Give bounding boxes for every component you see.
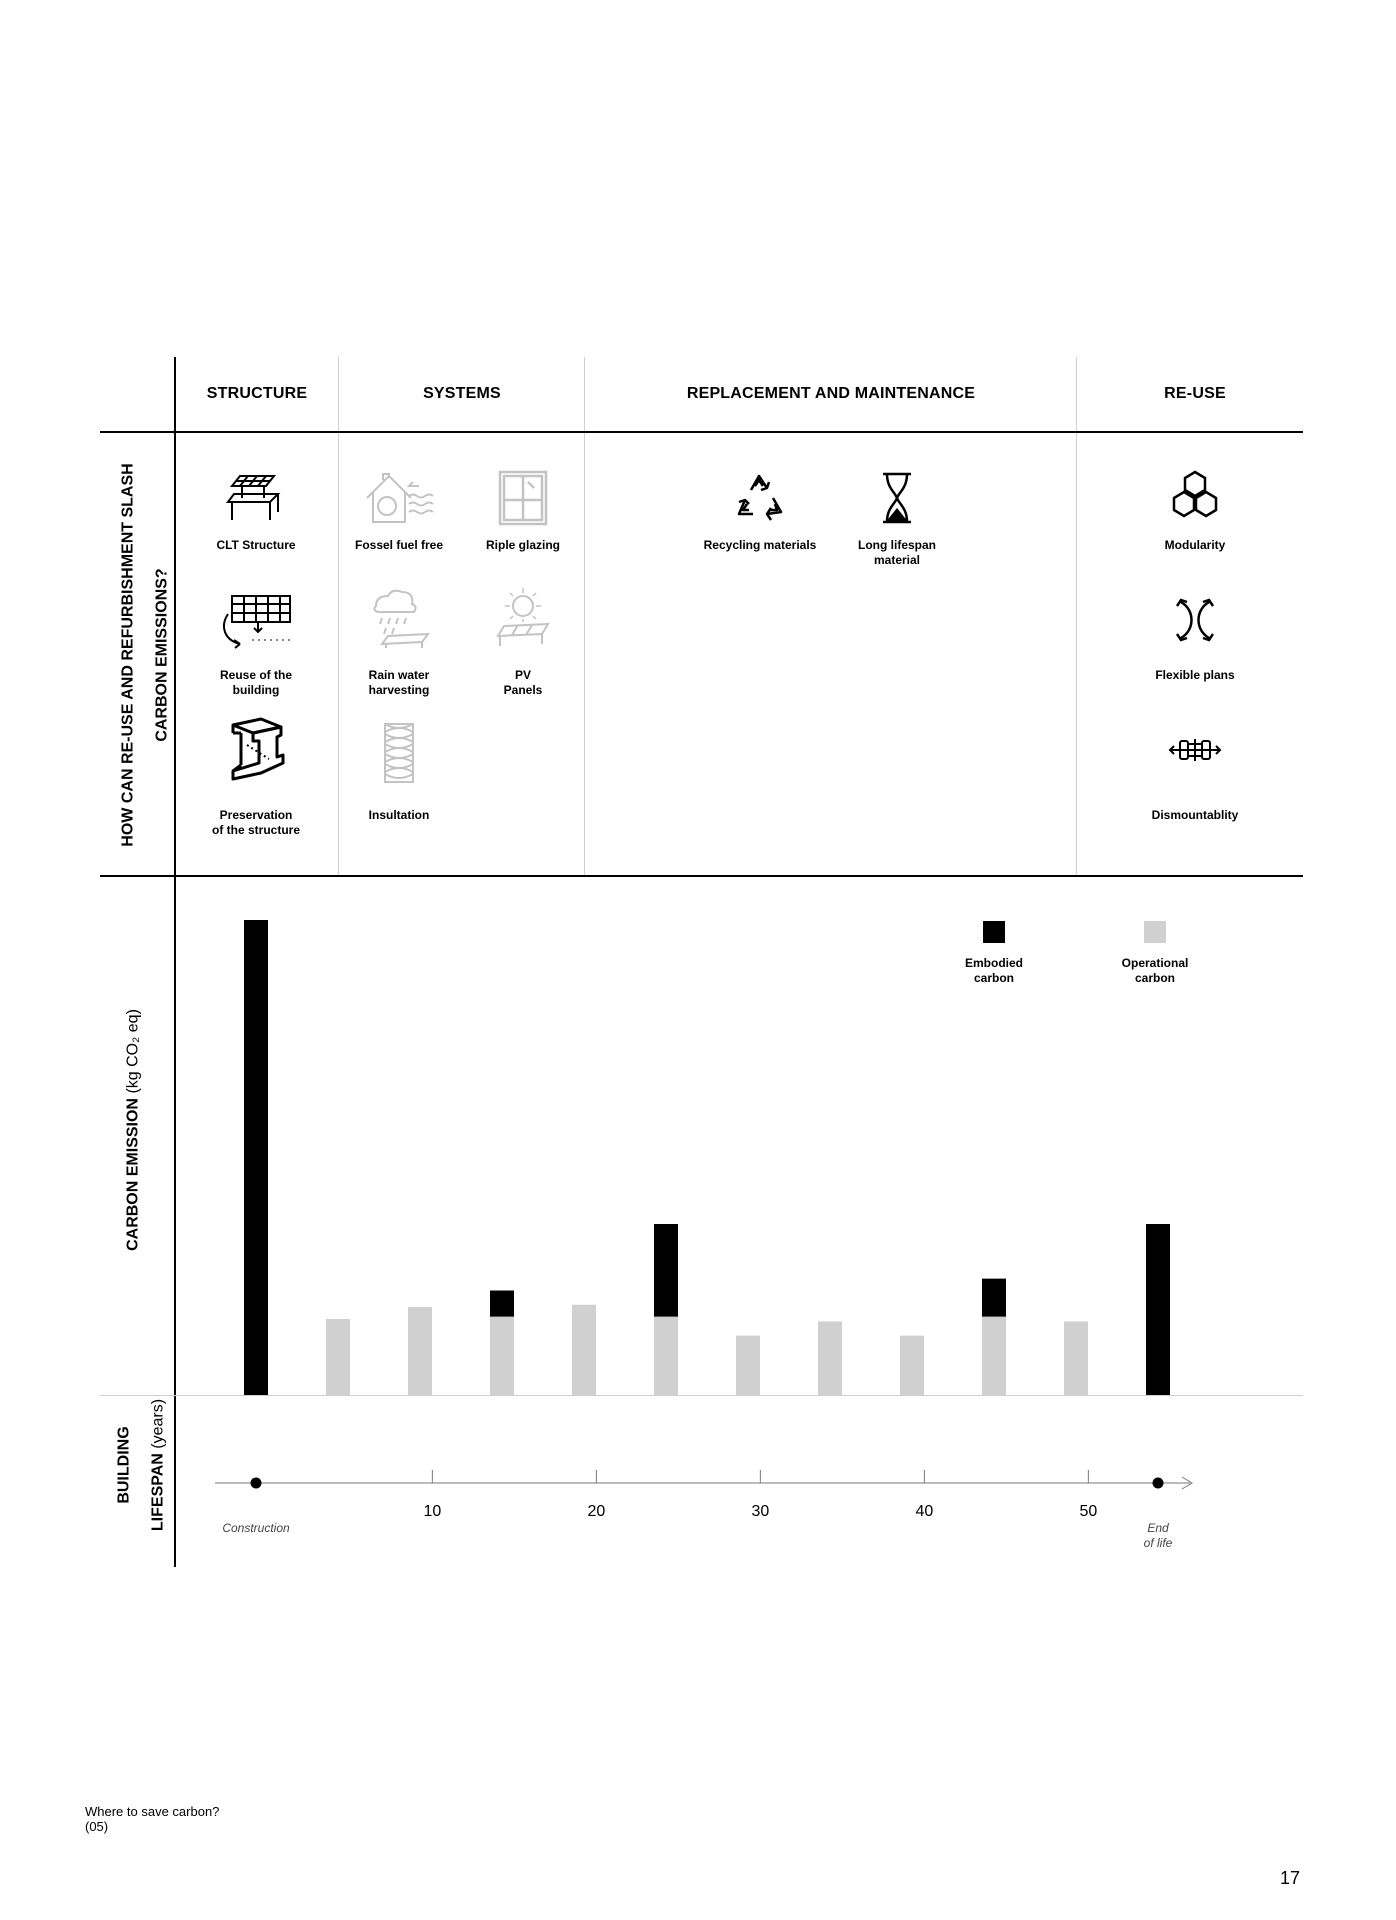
column-header-reuse: RE-USE	[1164, 385, 1226, 402]
operational-bar-4	[572, 1305, 596, 1395]
label-modularity: Modularity	[1164, 538, 1226, 552]
lifespan-row-label: BUILDING LIFESPAN (years)	[115, 1398, 167, 1532]
operational-bar-9	[982, 1317, 1006, 1395]
operational-bar-6	[736, 1336, 760, 1395]
timeline-tick-label-40: 40	[915, 1503, 934, 1520]
embodied-bar-3	[490, 1291, 514, 1317]
operational-bar-10	[1064, 1321, 1088, 1395]
label-long-lifespan: Long lifespan material	[858, 538, 936, 567]
label-pv-panels: PV Panels	[503, 668, 543, 697]
embodied-bar-5	[654, 1224, 678, 1317]
label-fossil-fuel: Fossel fuel free	[354, 538, 444, 552]
figure-caption: Where to save carbon? (05)	[85, 1804, 220, 1834]
operational-bar-7	[818, 1321, 842, 1395]
label-preservation: Preservation of the structure	[211, 808, 301, 837]
operational-bar-2	[408, 1307, 432, 1395]
timeline-start-dot	[251, 1478, 262, 1489]
operational-bar-5	[654, 1317, 678, 1395]
timeline-end-label-1: of life	[1143, 1536, 1173, 1550]
legend-embodied-swatch	[983, 921, 1005, 943]
operational-bar-1	[326, 1319, 350, 1395]
label-reuse-building: Reuse of the building	[219, 668, 293, 697]
label-insulation: Insultation	[368, 808, 430, 822]
legend-embodied-label: Embodied carbon	[964, 956, 1024, 985]
embodied-bar-0	[244, 920, 268, 1395]
column-header-structure: STRUCTURE	[206, 385, 308, 402]
label-recycling: Recycling materials	[703, 538, 817, 552]
timeline-start-label: Construction	[222, 1521, 290, 1535]
timeline-tick-label-50: 50	[1079, 1503, 1098, 1520]
label-glazing: Riple glazing	[485, 538, 561, 552]
timeline-tick-label-30: 30	[751, 1503, 770, 1520]
timeline-tick-label-20: 20	[587, 1503, 606, 1520]
operational-bar-8	[900, 1336, 924, 1395]
legend-operational-swatch	[1144, 921, 1166, 943]
operational-bar-3	[490, 1317, 514, 1395]
page-number: 17	[1279, 1868, 1300, 1888]
label-clt-structure: CLT Structure	[216, 538, 296, 552]
column-header-systems: SYSTEMS	[423, 385, 501, 402]
timeline-end-dot	[1153, 1478, 1164, 1489]
emission-row-label: CARBON EMISSION (kg CO₂ eq)	[124, 1009, 142, 1251]
column-header-replacement: REPLACEMENT AND MAINTENANCE	[686, 385, 976, 402]
timeline-end-label-0: End	[1147, 1521, 1169, 1535]
label-dismountability: Dismountablity	[1151, 808, 1239, 822]
legend-operational-label: Operational carbon	[1121, 956, 1189, 985]
strategies-row-label: HOW CAN RE-USE AND REFURBISHMENT SLASH CARBON EMISSIONS?	[119, 463, 171, 847]
label-flexible-plans: Flexible plans	[1155, 668, 1235, 682]
embodied-bar-9	[982, 1279, 1006, 1317]
timeline-tick-label-10: 10	[423, 1503, 442, 1520]
label-rain-water: Rain water harvesting	[368, 668, 430, 697]
embodied-bar-11	[1146, 1224, 1170, 1395]
